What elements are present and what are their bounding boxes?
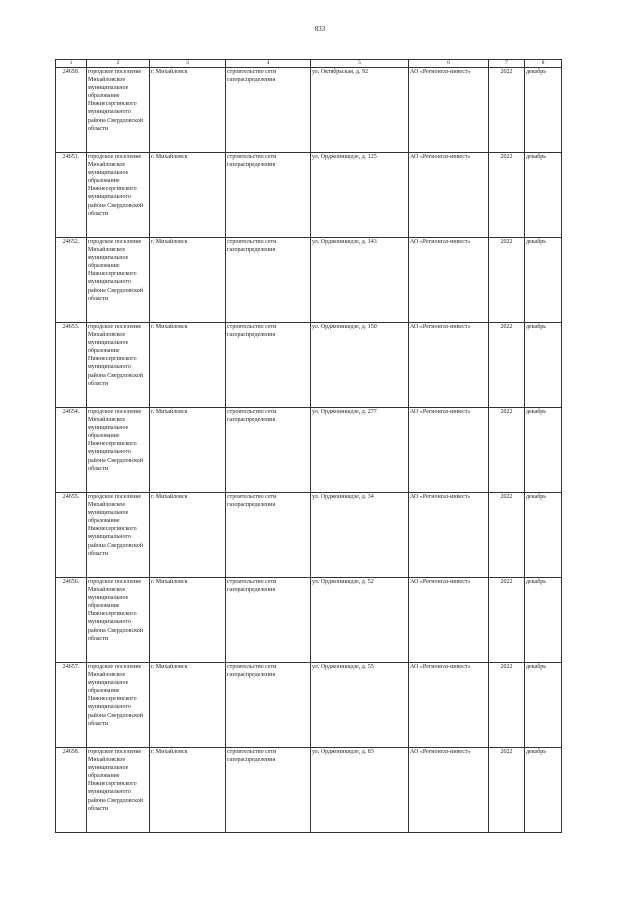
organization-cell: АО «Регионгаз-инвест»	[409, 153, 489, 238]
column-header: 3	[150, 60, 226, 68]
municipality-cell: городское поселение Михайловское муниципальное образование Нижнесергинского муниципального района Свердловской области	[87, 68, 150, 153]
work-type-cell: строительство сети газораспределения	[226, 153, 311, 238]
organization-cell: АО «Регионгаз-инвест»	[409, 493, 489, 578]
locality-cell: г. Михайловск	[150, 408, 226, 493]
locality-cell: г. Михайловск	[150, 153, 226, 238]
page-number: 833	[314, 25, 326, 33]
work-type-cell: строительство сети газораспределения	[226, 68, 311, 153]
table-row	[56, 748, 562, 833]
year-cell: 2022	[489, 493, 525, 578]
organization-cell: АО «Регионгаз-инвест»	[409, 748, 489, 833]
table-row	[56, 408, 562, 493]
locality-cell: г. Михайловск	[150, 578, 226, 663]
organization-cell: АО «Регионгаз-инвест»	[409, 323, 489, 408]
row-number: 24653.	[56, 323, 87, 408]
address-cell: ул. Орджоникидзе, д. 277	[311, 408, 409, 493]
address-cell: ул. Орджоникидзе, д. 55	[311, 663, 409, 748]
municipality-cell: городское поселение Михайловское муниципальное образование Нижнесергинского муниципального района Свердловской области	[87, 663, 150, 748]
month-cell: декабрь	[525, 663, 562, 748]
column-number-row	[56, 60, 562, 68]
work-type-cell: строительство сети газораспределения	[226, 323, 311, 408]
organization-cell: АО «Регионгаз-инвест»	[409, 68, 489, 153]
month-cell: декабрь	[525, 68, 562, 153]
month-cell: декабрь	[525, 153, 562, 238]
address-cell: ул. Октябрьская, д. 92	[311, 68, 409, 153]
table-row	[56, 68, 562, 153]
locality-cell: г. Михайловск	[150, 238, 226, 323]
month-cell: декабрь	[525, 578, 562, 663]
table-row	[56, 153, 562, 238]
organization-cell: АО «Регионгаз-инвест»	[409, 408, 489, 493]
locality-cell: г. Михайловск	[150, 663, 226, 748]
row-number: 24657.	[56, 663, 87, 748]
column-header: 4	[226, 60, 311, 68]
municipality-cell: городское поселение Михайловское муниципальное образование Нижнесергинского муниципального района Свердловской области	[87, 153, 150, 238]
work-type-cell: строительство сети газораспределения	[226, 238, 311, 323]
address-cell: ул. Орджоникидзе, д. 150	[311, 323, 409, 408]
table-row	[56, 663, 562, 748]
municipality-cell: городское поселение Михайловское муниципальное образование Нижнесергинского муниципального района Свердловской области	[87, 323, 150, 408]
month-cell: декабрь	[525, 323, 562, 408]
row-number: 24652.	[56, 238, 87, 323]
work-type-cell: строительство сети газораспределения	[226, 578, 311, 663]
column-header: 8	[525, 60, 562, 68]
address-cell: ул. Орджоникидзе, д. 143	[311, 238, 409, 323]
year-cell: 2022	[489, 68, 525, 153]
locality-cell: г. Михайловск	[150, 323, 226, 408]
row-number: 24658.	[56, 748, 87, 833]
address-cell: ул. Орджоникидзе, д. 125	[311, 153, 409, 238]
column-header: 1	[56, 60, 87, 68]
month-cell: декабрь	[525, 493, 562, 578]
organization-cell: АО «Регионгаз-инвест»	[409, 238, 489, 323]
locality-cell: г. Михайловск	[150, 68, 226, 153]
gasification-table	[55, 59, 562, 833]
month-cell: декабрь	[525, 408, 562, 493]
locality-cell: г. Михайловск	[150, 493, 226, 578]
year-cell: 2022	[489, 663, 525, 748]
year-cell: 2022	[489, 238, 525, 323]
column-header: 6	[409, 60, 489, 68]
municipality-cell: городское поселение Михайловское муниципальное образование Нижнесергинского муниципального района Свердловской области	[87, 748, 150, 833]
municipality-cell: городское поселение Михайловское муниципальное образование Нижнесергинского муниципального района Свердловской области	[87, 408, 150, 493]
year-cell: 2022	[489, 408, 525, 493]
row-number: 24656.	[56, 578, 87, 663]
municipality-cell: городское поселение Михайловское муниципальное образование Нижнесергинского муниципального района Свердловской области	[87, 578, 150, 663]
month-cell: декабрь	[525, 748, 562, 833]
column-header: 5	[311, 60, 409, 68]
row-number: 24651.	[56, 153, 87, 238]
work-type-cell: строительство сети газораспределения	[226, 493, 311, 578]
table-row	[56, 578, 562, 663]
locality-cell: г. Михайловск	[150, 748, 226, 833]
row-number: 24650.	[56, 68, 87, 153]
address-cell: ул. Орджоникидзе, д. 34	[311, 493, 409, 578]
row-number: 24654.	[56, 408, 87, 493]
year-cell: 2022	[489, 578, 525, 663]
month-cell: декабрь	[525, 238, 562, 323]
year-cell: 2022	[489, 323, 525, 408]
work-type-cell: строительство сети газораспределения	[226, 748, 311, 833]
address-cell: ул. Орджоникидзе, д. 83	[311, 748, 409, 833]
work-type-cell: строительство сети газораспределения	[226, 663, 311, 748]
year-cell: 2022	[489, 153, 525, 238]
work-type-cell: строительство сети газораспределения	[226, 408, 311, 493]
row-number: 24655.	[56, 493, 87, 578]
column-header: 2	[87, 60, 150, 68]
column-header: 7	[489, 60, 525, 68]
table-row	[56, 323, 562, 408]
address-cell: ул. Орджоникидзе, д. 52	[311, 578, 409, 663]
table-row	[56, 493, 562, 578]
organization-cell: АО «Регионгаз-инвест»	[409, 663, 489, 748]
municipality-cell: городское поселение Михайловское муниципальное образование Нижнесергинского муниципального района Свердловской области	[87, 493, 150, 578]
organization-cell: АО «Регионгаз-инвест»	[409, 578, 489, 663]
table-row	[56, 238, 562, 323]
year-cell: 2022	[489, 748, 525, 833]
municipality-cell: городское поселение Михайловское муниципальное образование Нижнесергинского муниципального района Свердловской области	[87, 238, 150, 323]
